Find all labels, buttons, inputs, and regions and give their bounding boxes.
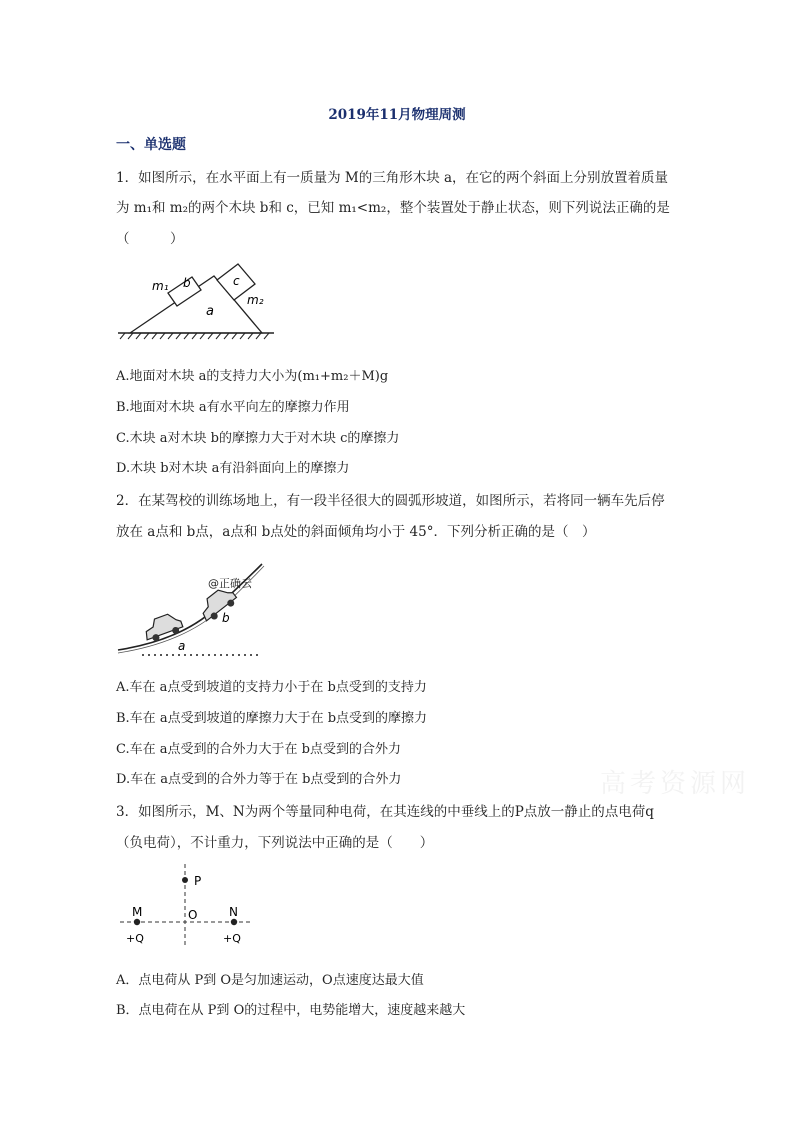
label-c: c bbox=[233, 274, 240, 288]
q1-option-b: B.地面对木块 a有水平向左的摩擦力作用 bbox=[116, 400, 350, 415]
page-watermark: 高考资源网 bbox=[600, 769, 751, 799]
label-charge-n: +Q bbox=[223, 932, 241, 945]
q1-line-3: （ ） bbox=[116, 231, 184, 247]
label-n: N bbox=[229, 905, 238, 919]
charge-n bbox=[231, 919, 237, 925]
q2-figure bbox=[112, 562, 272, 662]
label-a: a bbox=[178, 639, 186, 653]
ground-hatching bbox=[120, 333, 269, 339]
q3-line-1: 3．如图所示，M、N为两个等量同种电荷，在其连线的中垂线上的P点放一静止的点电荷q bbox=[116, 804, 654, 820]
q2-option-b: B.车在 a点受到坡道的摩擦力大于在 b点受到的摩擦力 bbox=[116, 711, 428, 726]
page-title: 2019年11月物理周测 bbox=[328, 107, 466, 123]
q2-line-2: 放在 a点和 b点，a点和 b点处的斜面倾角均小于 45°．下列分析正确的是（ ） bbox=[116, 524, 596, 540]
q1-option-a: A.地面对木块 a的支持力大小为(m₁+m₂＋M)g bbox=[116, 369, 389, 384]
q1-option-d: D.木块 b对木块 a有沿斜面向上的摩擦力 bbox=[116, 461, 350, 476]
point-p bbox=[182, 877, 188, 883]
figure-watermark: @正确云 bbox=[208, 577, 252, 590]
label-b: b bbox=[183, 276, 191, 290]
q3-option-a: A．点电荷从 P到 O是匀加速运动，O点速度达最大值 bbox=[116, 973, 424, 988]
q1-figure bbox=[112, 258, 282, 340]
label-a: a bbox=[206, 304, 214, 319]
q3-figure bbox=[112, 862, 262, 952]
label-o: O bbox=[188, 908, 198, 922]
q3-line-2: （负电荷），不计重力，下列说法中正确的是（ ） bbox=[116, 835, 434, 851]
q1-line-2: 为 m₁和 m₂的两个木块 b和 c，已知 m₁<m₂，整个装置处于静止状态，则下列说法正确的是 bbox=[116, 200, 670, 216]
q3-option-b: B．点电荷在从 P到 O的过程中，电势能增大，速度越来越大 bbox=[116, 1003, 466, 1018]
q2-option-c: C.车在 a点受到的合外力大于在 b点受到的合外力 bbox=[116, 742, 401, 757]
section-heading: 一、单选题 bbox=[116, 137, 186, 153]
label-charge-m: +Q bbox=[126, 932, 144, 945]
q1-option-c: C.木块 a对木块 b的摩擦力大于对木块 c的摩擦力 bbox=[116, 431, 400, 446]
q2-option-a: A.车在 a点受到坡道的支持力小于在 b点受到的支持力 bbox=[116, 680, 427, 695]
q2-line-1: 2．在某驾校的训练场地上，有一段半径很大的圆弧形坡道，如图所示，若将同一辆车先后停 bbox=[116, 493, 665, 509]
label-m1: m₁ bbox=[152, 279, 169, 293]
label-p: P bbox=[194, 874, 202, 888]
label-m2: m₂ bbox=[247, 293, 264, 307]
charge-m bbox=[134, 919, 140, 925]
label-b: b bbox=[222, 611, 230, 625]
q1-line-1: 1．如图所示，在水平面上有一质量为 M的三角形木块 a，在它的两个斜面上分别放置着质量 bbox=[116, 170, 669, 186]
label-m: M bbox=[132, 905, 143, 919]
q2-option-d: D.车在 a点受到的合外力等于在 b点受到的合外力 bbox=[116, 772, 402, 787]
